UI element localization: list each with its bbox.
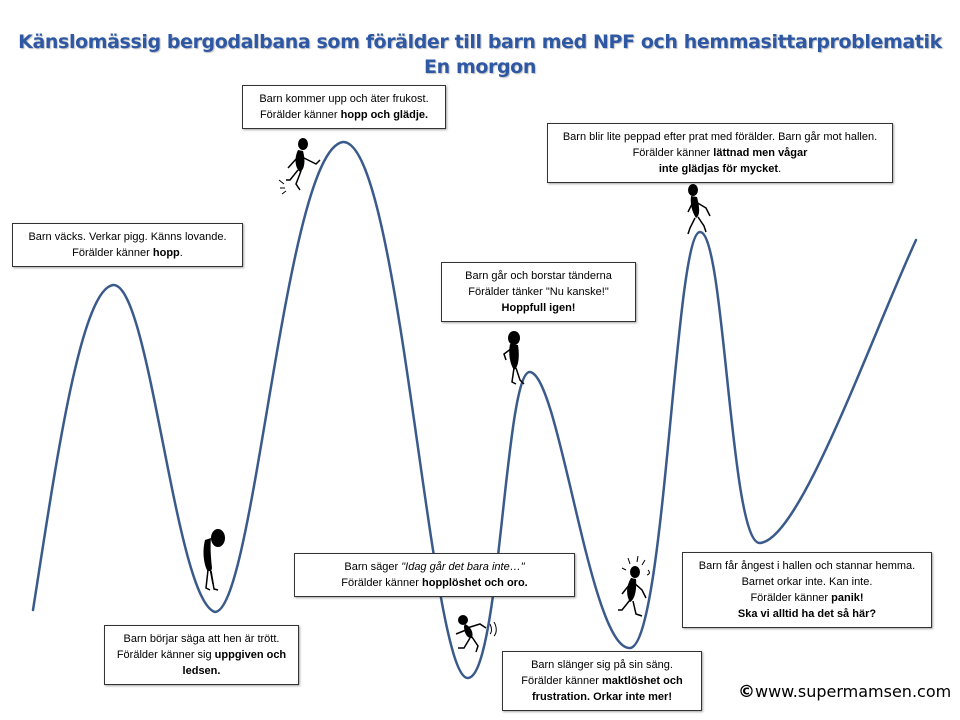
- textbox-line: Förälder känner sig uppgiven och: [116, 649, 287, 661]
- title-line-1: Känslomässig bergodalbana som förälder till barn med NPF och hemmasittarproblematik: [18, 31, 942, 53]
- textbox-peppad: [547, 123, 893, 183]
- textbox-line: Förälder känner panik!: [750, 592, 864, 604]
- textbox-tired: [104, 625, 299, 685]
- brushing-teeth-figure-icon: [500, 330, 536, 386]
- walking-figure-icon: [682, 182, 716, 238]
- textbox-line: inte glädjas för mycket.: [658, 163, 782, 175]
- textbox-line: Barn kommer upp och äter frukost.: [259, 93, 429, 105]
- textbox-line: Barnet orkar inte. Kan inte.: [741, 576, 873, 588]
- textbox-line: Förälder känner hopp och glädje.: [259, 109, 429, 121]
- jumping-figure-icon: [276, 136, 324, 198]
- angry-figure-icon: [612, 550, 658, 620]
- textbox-wake-up: [12, 223, 243, 267]
- title-line-2: En morgon: [424, 56, 536, 78]
- copyright-icon: ©: [738, 682, 755, 702]
- textbox-line: Förälder känner hopp.: [72, 247, 183, 259]
- copyright-url: www.supermamsen.com: [755, 682, 952, 701]
- textbox-line: Barn slänger sig på sin säng.: [531, 659, 673, 671]
- textbox-line: Hoppfull igen!: [501, 302, 576, 314]
- textbox-brush-teeth: [441, 262, 636, 322]
- textbox-anxiety: [682, 552, 932, 628]
- textbox-line: Barn blir lite peppad efter prat med förälder. Barn går mot hallen.: [562, 131, 878, 143]
- textbox-line: Förälder känner lättnad men vågar: [632, 147, 808, 159]
- textbox-cant-today: [294, 553, 575, 597]
- falling-figure-icon: [452, 612, 500, 656]
- copyright-notice: [738, 682, 951, 702]
- textbox-line: Förälder känner hopplöshet och oro.: [341, 577, 528, 589]
- textbox-line: Förälder känner maktlöshet och: [521, 675, 683, 687]
- textbox-breakfast: [242, 85, 446, 129]
- textbox-line: Barn väcks. Verkar pigg. Känns lovande.: [28, 231, 227, 243]
- textbox-line: Barn går och borstar tänderna: [465, 270, 612, 282]
- textbox-line: Ska vi alltid ha det så här?: [737, 608, 877, 620]
- textbox-line: Barn börjar säga att hen är trött.: [123, 633, 280, 645]
- textbox-line: frustration. Orkar inte mer!: [532, 691, 672, 703]
- textbox-line: Barn säger "Idag går det bara inte…": [344, 561, 525, 573]
- textbox-line: Barn får ångest i hallen och stannar hemma.: [698, 560, 916, 572]
- textbox-bed: [502, 651, 702, 711]
- textbox-line: Förälder tänker "Nu kanske!": [468, 286, 609, 298]
- textbox-line: ledsen.: [182, 665, 221, 677]
- sad-figure-icon: [196, 526, 230, 592]
